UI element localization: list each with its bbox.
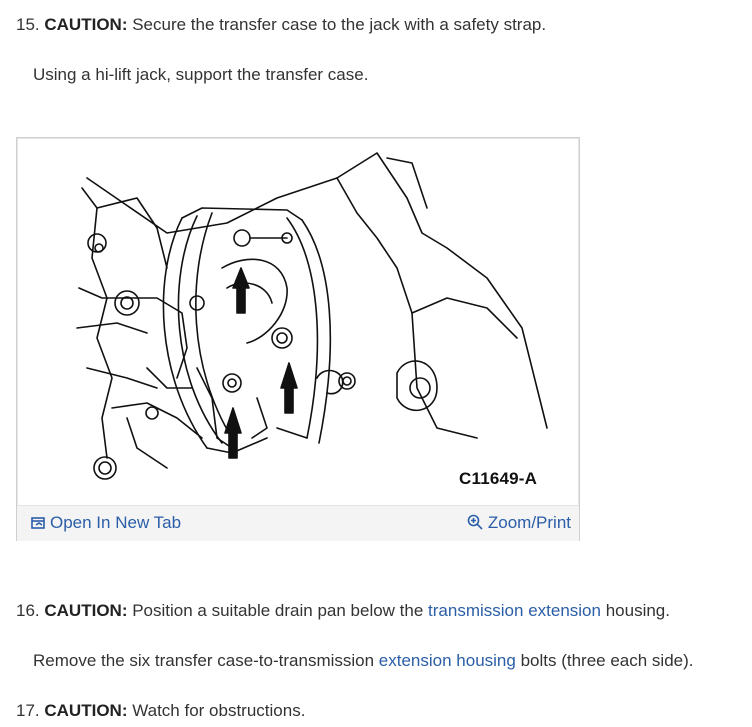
transmission-extension-link[interactable]: transmission extension bbox=[428, 601, 601, 620]
figure-toolbar bbox=[17, 505, 579, 541]
magnifier-plus-icon bbox=[467, 514, 483, 530]
step-16-instruction bbox=[33, 650, 694, 672]
open-in-new-tab-icon bbox=[31, 516, 45, 530]
caution-label: CAUTION: bbox=[44, 15, 128, 34]
instruction-text: Remove the six transfer case-to-transmission bbox=[33, 651, 375, 670]
step-number: 15. bbox=[16, 15, 40, 34]
caution-label: CAUTION: bbox=[44, 701, 128, 720]
extension-housing-link[interactable]: extension housing bbox=[378, 651, 516, 670]
zoom-print-button[interactable] bbox=[467, 513, 571, 533]
caution-text: Watch for obstructions. bbox=[132, 701, 306, 720]
step-15-caution bbox=[16, 14, 546, 36]
transfer-case-diagram bbox=[17, 138, 579, 505]
caution-text: Secure the transfer case to the jack with a safety strap. bbox=[132, 15, 547, 34]
step-15-instruction: Using a hi-lift jack, support the transfer case. bbox=[33, 65, 369, 84]
step-number: 16. bbox=[16, 601, 40, 620]
caution-text: Position a suitable drain pan below the bbox=[132, 601, 424, 620]
open-in-new-tab-button[interactable] bbox=[31, 513, 181, 533]
step-number: 17. bbox=[16, 701, 40, 720]
instruction-text-end: bolts (three each side). bbox=[520, 651, 694, 670]
zoom-print-label: Zoom/Print bbox=[487, 513, 571, 532]
figure-transfer-case bbox=[16, 137, 580, 541]
caution-text-end: housing. bbox=[605, 601, 670, 620]
step-17-caution bbox=[16, 700, 305, 722]
open-in-new-tab-label: Open In New Tab bbox=[50, 513, 182, 532]
figure-code: C11649-A bbox=[459, 469, 538, 488]
step-16-caution bbox=[16, 600, 670, 622]
caution-label: CAUTION: bbox=[44, 601, 128, 620]
